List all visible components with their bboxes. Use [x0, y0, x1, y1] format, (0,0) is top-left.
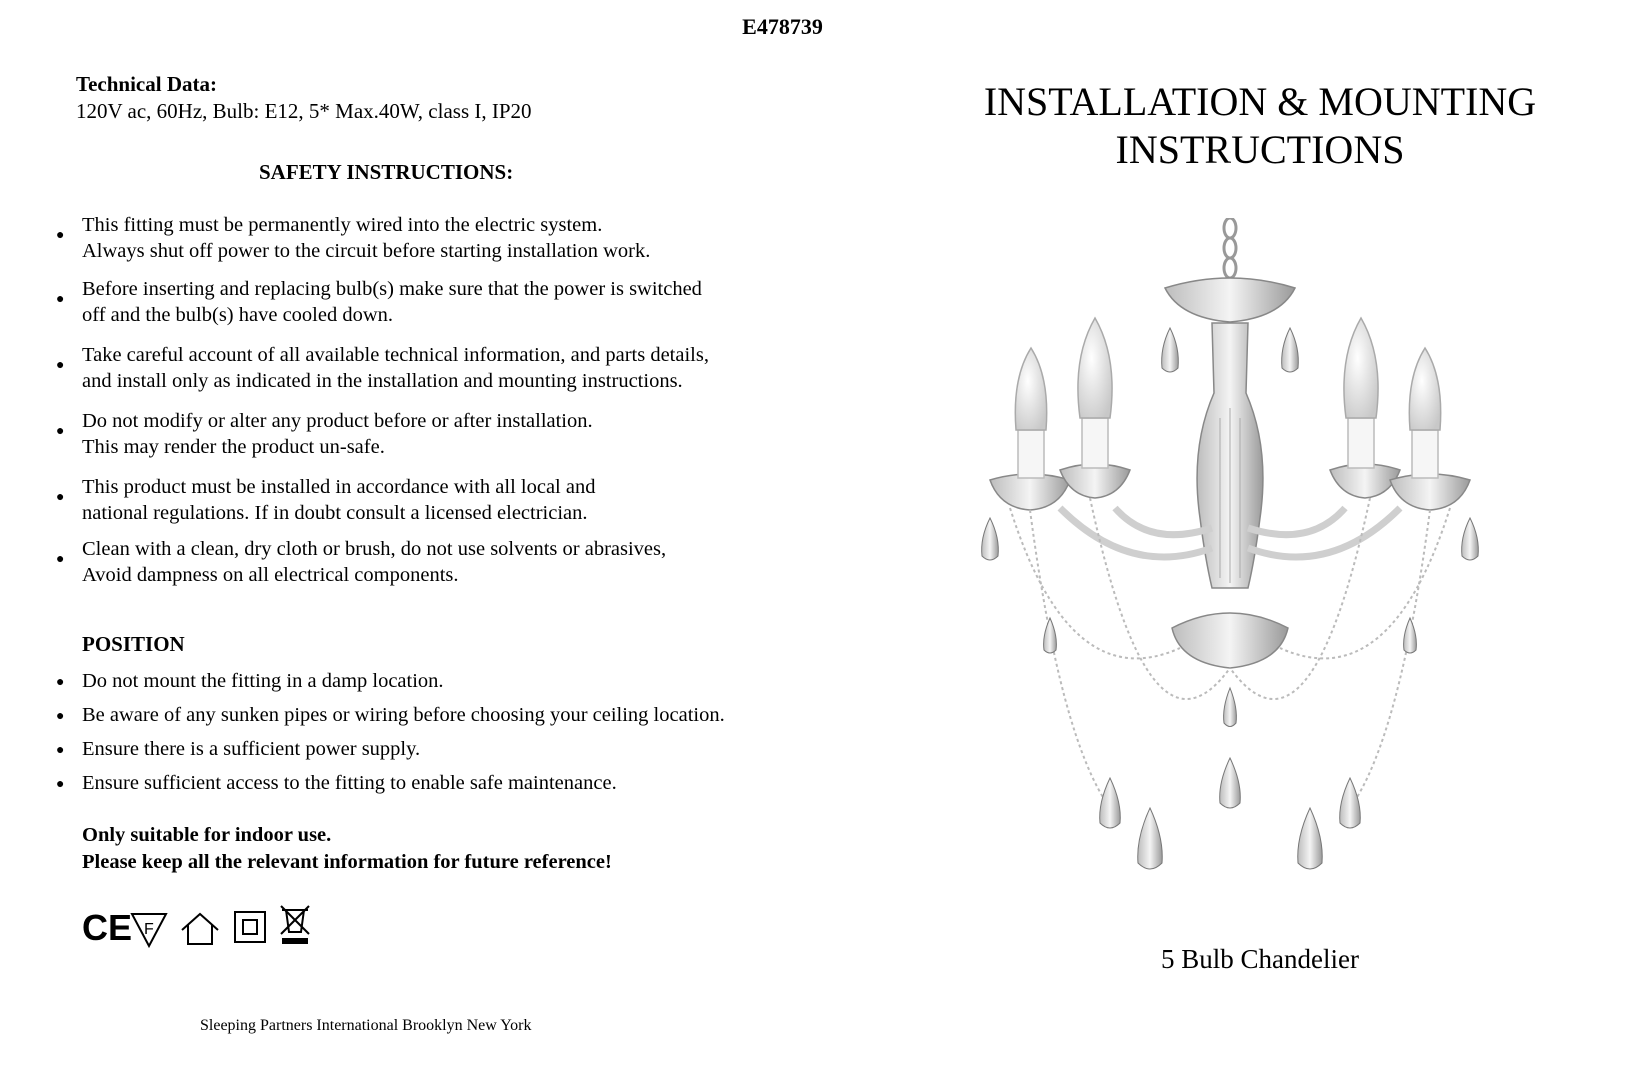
safety-item	[82, 408, 593, 460]
class-ii-icon	[235, 912, 265, 942]
certification-symbols	[82, 900, 332, 948]
weee-bin-icon	[281, 906, 309, 944]
safety-item-line: This fitting must be permanently wired into the electric system.	[82, 214, 603, 236]
bullet: ●	[56, 424, 65, 439]
safety-item	[82, 474, 595, 526]
position-item: Be aware of any sunken pipes or wiring before choosing your ceiling location.	[82, 704, 725, 726]
chain	[1224, 218, 1236, 278]
safety-item-line: Before inserting and replacing bulb(s) make sure that the power is switched	[82, 278, 702, 300]
svg-text:F: F	[144, 921, 154, 938]
document-title	[960, 78, 1560, 174]
position-item: Do not mount the fitting in a damp location.	[82, 670, 444, 692]
bullet: ●	[56, 709, 65, 724]
bullet: ●	[56, 743, 65, 758]
safety-item-line: Avoid dampness on all electrical components.	[82, 564, 459, 586]
title-line: INSTALLATION & MOUNTING	[983, 79, 1537, 124]
bullet: ●	[56, 777, 65, 792]
safety-instructions-heading: SAFETY INSTRUCTIONS:	[259, 160, 514, 184]
safety-item	[82, 342, 709, 394]
safety-item-line: and install only as indicated in the installation and mounting instructions.	[82, 370, 683, 392]
position-heading: POSITION	[82, 632, 185, 656]
product-caption: 5 Bulb Chandelier	[1161, 944, 1359, 974]
f-mark-icon	[132, 914, 166, 946]
bullet: ●	[56, 490, 65, 505]
ce-mark-icon	[82, 907, 132, 948]
technical-data-line: 120V ac, 60Hz, Bulb: E12, 5* Max.40W, class Ι, IP20	[76, 99, 532, 123]
bullet: ●	[56, 675, 65, 690]
bullet: ●	[56, 552, 65, 567]
safety-item-line: This product must be installed in accordance with all local and	[82, 476, 596, 498]
company-footer: Sleeping Partners International Brooklyn New York	[200, 1017, 532, 1034]
safety-item-line: off and the bulb(s) have cooled down.	[82, 304, 394, 326]
safety-item	[82, 536, 666, 588]
product-code: E478739	[742, 14, 823, 39]
safety-item-line: Always shut off power to the circuit before starting installation work.	[82, 240, 651, 262]
notes	[82, 822, 612, 876]
svg-text:CE: CE	[82, 907, 133, 948]
safety-item-line: Do not modify or alter any product before or after installation.	[82, 410, 593, 432]
position-item: Ensure there is a sufficient power supply.	[82, 738, 421, 760]
safety-item	[82, 276, 702, 328]
indoor-use-note: Only suitable for indoor use.	[82, 824, 332, 846]
technical-data-heading: Technical Data:	[76, 72, 217, 96]
safety-item-line: national regulations. If in doubt consult a licensed electrician.	[82, 502, 588, 524]
title-line: INSTRUCTIONS	[1115, 127, 1405, 172]
safety-item-line: Clean with a clean, dry cloth or brush, do not use solvents or abrasives,	[82, 538, 667, 560]
position-item: Ensure sufficient access to the fitting to enable safe maintenance.	[82, 772, 617, 794]
indoor-use-icon	[182, 914, 218, 944]
keep-information-note: Please keep all the relevant information for future reference!	[82, 851, 612, 873]
safety-item	[82, 212, 650, 264]
chandelier-product-image	[950, 218, 1510, 918]
safety-item-line: Take careful account of all available technical information, and parts details,	[82, 344, 709, 366]
bullet: ●	[56, 358, 65, 373]
bullet: ●	[56, 228, 65, 243]
bullet: ●	[56, 292, 65, 307]
safety-item-line: This may render the product un-safe.	[82, 436, 385, 458]
